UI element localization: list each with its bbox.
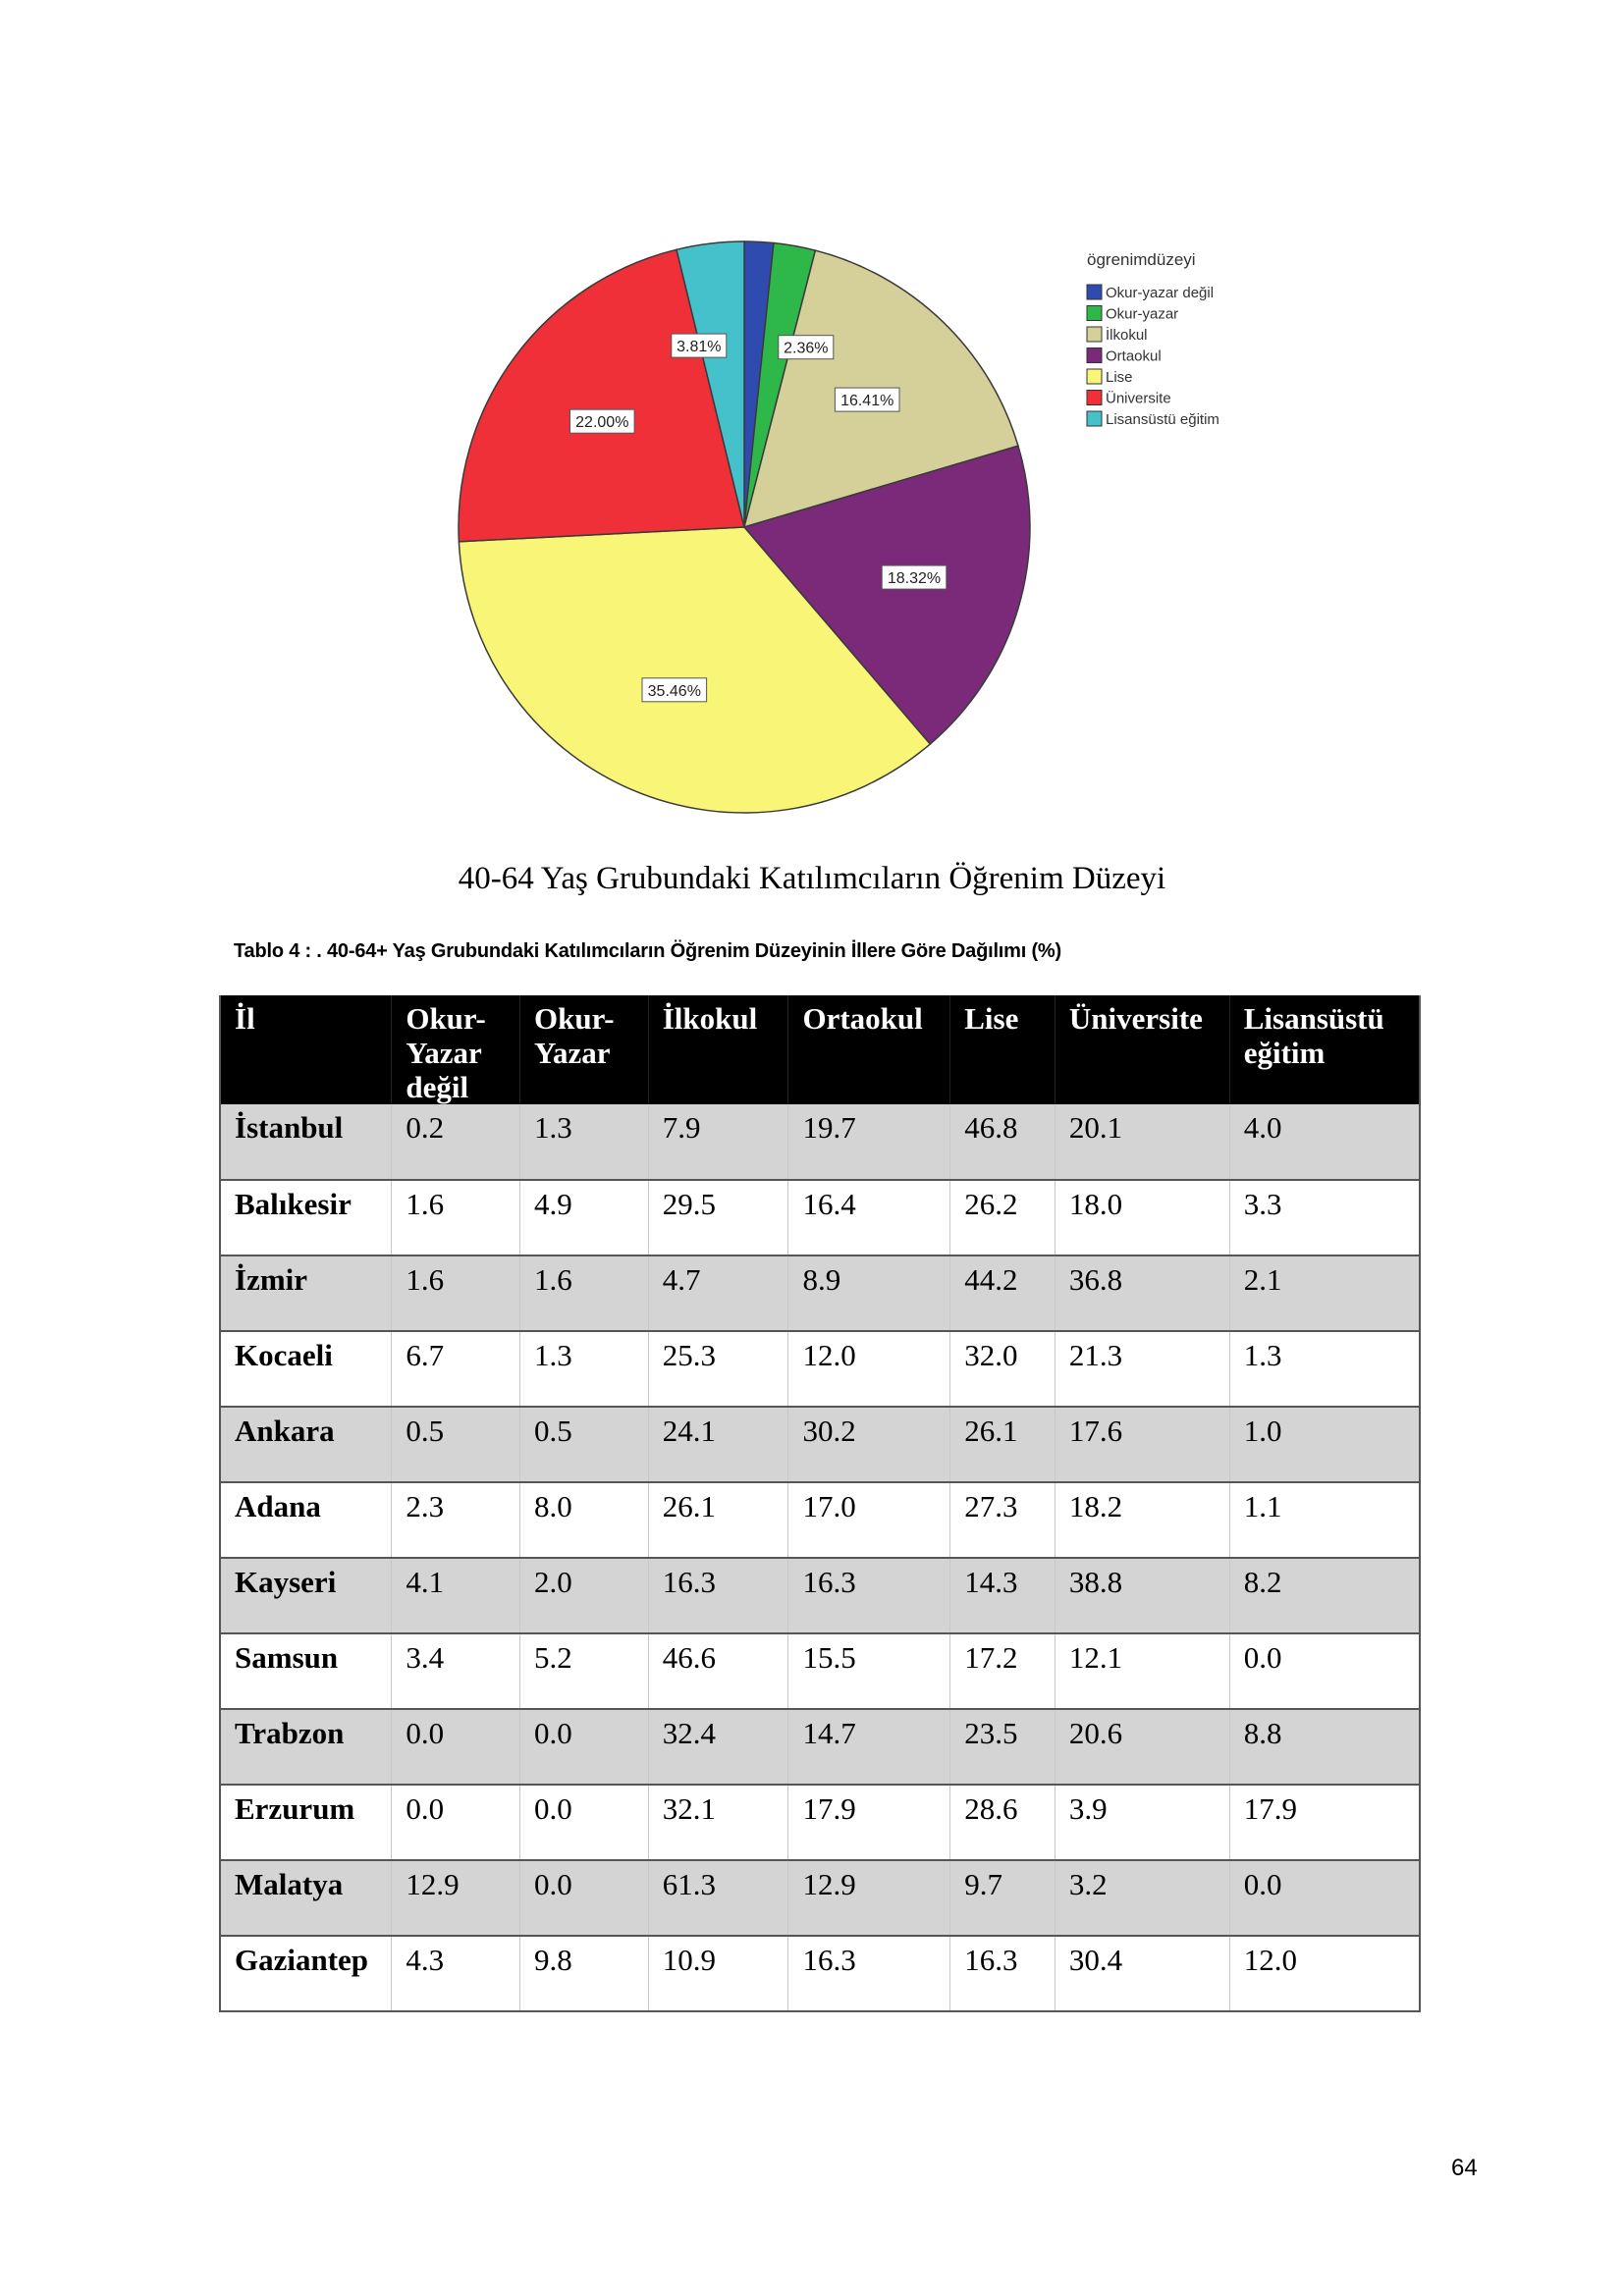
legend-title: ögrenimdüzeyi bbox=[1087, 250, 1196, 269]
table-cell: 36.8 bbox=[1055, 1255, 1229, 1331]
legend-swatch bbox=[1087, 369, 1102, 384]
table-cell: 61.3 bbox=[648, 1860, 788, 1936]
table-cell: 2.1 bbox=[1229, 1255, 1420, 1331]
table-cell: 24.1 bbox=[648, 1407, 788, 1482]
table-cell: 7.9 bbox=[648, 1104, 788, 1180]
table-header-cell: Lise bbox=[950, 995, 1056, 1104]
slice-label: 18.32% bbox=[887, 570, 942, 588]
figure-caption: 40-64 Yaş Grubundaki Katılımcıların Öğrenim Düzeyi bbox=[458, 861, 1166, 896]
table-row bbox=[220, 1180, 1420, 1255]
table-cell: 3.4 bbox=[392, 1633, 520, 1709]
table-cell: 12.0 bbox=[788, 1331, 950, 1407]
table-row bbox=[220, 1936, 1420, 2011]
table-header-cell: İlkokul bbox=[648, 995, 788, 1104]
table-cell: 15.5 bbox=[788, 1633, 950, 1709]
legend-swatch bbox=[1087, 306, 1102, 321]
table-cell: 30.4 bbox=[1055, 1936, 1229, 2011]
table-cell: 9.7 bbox=[950, 1860, 1056, 1936]
table-cell: 4.9 bbox=[520, 1180, 649, 1255]
city-name-cell: İzmir bbox=[220, 1255, 392, 1331]
table-cell: 0.0 bbox=[1229, 1860, 1420, 1936]
table-cell: 8.8 bbox=[1229, 1709, 1420, 1785]
table-cell: 17.6 bbox=[1055, 1407, 1229, 1482]
table-cell: 1.0 bbox=[1229, 1407, 1420, 1482]
table-cell: 46.8 bbox=[950, 1104, 1056, 1180]
pie-slices bbox=[459, 241, 1030, 813]
table-cell: 0.5 bbox=[392, 1407, 520, 1482]
table-cell: 30.2 bbox=[788, 1407, 950, 1482]
table-cell: 1.6 bbox=[520, 1255, 649, 1331]
table-cell: 12.9 bbox=[392, 1860, 520, 1936]
table-cell: 12.9 bbox=[788, 1860, 950, 1936]
table-cell: 17.0 bbox=[788, 1482, 950, 1558]
table-cell: 38.8 bbox=[1055, 1558, 1229, 1633]
table-cell: 8.9 bbox=[788, 1255, 950, 1331]
table-row bbox=[220, 1709, 1420, 1785]
table-header-cell: Üniversite bbox=[1055, 995, 1229, 1104]
legend-label: Lise bbox=[1106, 369, 1133, 386]
table-cell: 20.6 bbox=[1055, 1709, 1229, 1785]
table-row bbox=[220, 1482, 1420, 1558]
table-header-cell: Okur-Yazar bbox=[520, 995, 649, 1104]
table-cell: 16.3 bbox=[788, 1936, 950, 2011]
legend-label: Lisansüstü eğitim bbox=[1106, 411, 1219, 428]
table-cell: 12.0 bbox=[1229, 1936, 1420, 2011]
table-cell: 1.3 bbox=[520, 1331, 649, 1407]
table-cell: 2.3 bbox=[392, 1482, 520, 1558]
city-name-cell: Kocaeli bbox=[220, 1331, 392, 1407]
table-cell: 3.2 bbox=[1055, 1860, 1229, 1936]
legend-label: Okur-yazar değil bbox=[1106, 285, 1215, 301]
table-body bbox=[220, 1104, 1420, 2011]
city-name-cell: Ankara bbox=[220, 1407, 392, 1482]
table-row bbox=[220, 1255, 1420, 1331]
table-cell: 0.2 bbox=[392, 1104, 520, 1180]
table-row bbox=[220, 1558, 1420, 1633]
table-cell: 21.3 bbox=[1055, 1331, 1229, 1407]
table-cell: 9.8 bbox=[520, 1936, 649, 2011]
legend-label: Okur-yazar bbox=[1106, 305, 1179, 323]
table-cell: 16.3 bbox=[648, 1558, 788, 1633]
table-cell: 1.3 bbox=[1229, 1331, 1420, 1407]
table-cell: 29.5 bbox=[648, 1180, 788, 1255]
table-cell: 32.1 bbox=[648, 1785, 788, 1860]
table-cell: 18.2 bbox=[1055, 1482, 1229, 1558]
table-cell: 14.3 bbox=[950, 1558, 1056, 1633]
table-cell: 26.1 bbox=[648, 1482, 788, 1558]
slice-label: 35.46% bbox=[647, 682, 701, 700]
table-header-cell: Lisansüstü eğitim bbox=[1229, 995, 1420, 1104]
table-cell: 4.0 bbox=[1229, 1104, 1420, 1180]
city-name-cell: İstanbul bbox=[220, 1104, 392, 1180]
city-name-cell: Gaziantep bbox=[220, 1936, 392, 2011]
legend-swatch bbox=[1087, 391, 1102, 405]
table-row bbox=[220, 1785, 1420, 1860]
table-header-row bbox=[220, 995, 1420, 1104]
table-cell: 0.0 bbox=[520, 1860, 649, 1936]
slice-label: 22.00% bbox=[575, 414, 629, 432]
table-row bbox=[220, 1633, 1420, 1709]
table-cell: 27.3 bbox=[950, 1482, 1056, 1558]
city-name-cell: Erzurum bbox=[220, 1785, 392, 1860]
table-cell: 32.4 bbox=[648, 1709, 788, 1785]
table-cell: 26.2 bbox=[950, 1180, 1056, 1255]
table-cell: 4.7 bbox=[648, 1255, 788, 1331]
table-header-cell: Ortaokul bbox=[788, 995, 950, 1104]
table-header-cell: İl bbox=[220, 995, 392, 1104]
education-by-city-table bbox=[219, 995, 1421, 2012]
table-cell: 17.9 bbox=[788, 1785, 950, 1860]
page-number: 64 bbox=[1451, 2155, 1478, 2181]
table-cell: 25.3 bbox=[648, 1331, 788, 1407]
slice-label: 16.41% bbox=[840, 393, 894, 410]
city-name-cell: Samsun bbox=[220, 1633, 392, 1709]
table-cell: 4.1 bbox=[392, 1558, 520, 1633]
chart-legend bbox=[1087, 250, 1219, 428]
table-cell: 0.0 bbox=[392, 1709, 520, 1785]
table-cell: 28.6 bbox=[950, 1785, 1056, 1860]
table-cell: 16.3 bbox=[950, 1936, 1056, 2011]
table-cell: 0.0 bbox=[520, 1785, 649, 1860]
city-name-cell: Balıkesir bbox=[220, 1180, 392, 1255]
table-cell: 32.0 bbox=[950, 1331, 1056, 1407]
table-cell: 8.2 bbox=[1229, 1558, 1420, 1633]
table-cell: 20.1 bbox=[1055, 1104, 1229, 1180]
table-cell: 10.9 bbox=[648, 1936, 788, 2011]
city-name-cell: Kayseri bbox=[220, 1558, 392, 1633]
table-cell: 17.2 bbox=[950, 1633, 1056, 1709]
table-cell: 23.5 bbox=[950, 1709, 1056, 1785]
table-row bbox=[220, 1407, 1420, 1482]
table-cell: 1.6 bbox=[392, 1180, 520, 1255]
slice-label: 3.81% bbox=[677, 339, 722, 356]
table-cell: 2.0 bbox=[520, 1558, 649, 1633]
table-cell: 1.6 bbox=[392, 1255, 520, 1331]
pie-chart bbox=[0, 0, 1624, 844]
table-cell: 0.0 bbox=[392, 1785, 520, 1860]
table-cell: 5.2 bbox=[520, 1633, 649, 1709]
table-cell: 0.0 bbox=[1229, 1633, 1420, 1709]
table-cell: 3.9 bbox=[1055, 1785, 1229, 1860]
table-cell: 12.1 bbox=[1055, 1633, 1229, 1709]
table-cell: 18.0 bbox=[1055, 1180, 1229, 1255]
city-name-cell: Malatya bbox=[220, 1860, 392, 1936]
legend-swatch bbox=[1087, 327, 1102, 342]
table-cell: 0.0 bbox=[520, 1709, 649, 1785]
table-cell: 44.2 bbox=[950, 1255, 1056, 1331]
table-cell: 0.5 bbox=[520, 1407, 649, 1482]
table-cell: 6.7 bbox=[392, 1331, 520, 1407]
table-cell: 14.7 bbox=[788, 1709, 950, 1785]
table-row bbox=[220, 1104, 1420, 1180]
city-name-cell: Trabzon bbox=[220, 1709, 392, 1785]
table-cell: 16.3 bbox=[788, 1558, 950, 1633]
table-cell: 4.3 bbox=[392, 1936, 520, 2011]
table-cell: 17.9 bbox=[1229, 1785, 1420, 1860]
table-cell: 1.1 bbox=[1229, 1482, 1420, 1558]
legend-swatch bbox=[1087, 348, 1102, 363]
legend-swatch bbox=[1087, 285, 1102, 299]
slice-label: 2.36% bbox=[784, 340, 829, 357]
table-header-cell: Okur-Yazar değil bbox=[392, 995, 520, 1104]
legend-label: Üniversite bbox=[1106, 390, 1171, 407]
table-cell: 19.7 bbox=[788, 1104, 950, 1180]
legend-label: İlkokul bbox=[1106, 327, 1148, 344]
legend-swatch bbox=[1087, 411, 1102, 426]
legend-label: Ortaokul bbox=[1106, 347, 1162, 365]
table-cell: 8.0 bbox=[520, 1482, 649, 1558]
table-title: Tablo 4 : . 40-64+ Yaş Grubundaki Katılımcıların Öğrenim Düzeyinin İllere Göre Dağılımı (%) bbox=[234, 940, 1061, 962]
table-row bbox=[220, 1860, 1420, 1936]
table-cell: 16.4 bbox=[788, 1180, 950, 1255]
table-row bbox=[220, 1331, 1420, 1407]
table-cell: 26.1 bbox=[950, 1407, 1056, 1482]
table-cell: 46.6 bbox=[648, 1633, 788, 1709]
city-name-cell: Adana bbox=[220, 1482, 392, 1558]
table-cell: 3.3 bbox=[1229, 1180, 1420, 1255]
table-cell: 1.3 bbox=[520, 1104, 649, 1180]
